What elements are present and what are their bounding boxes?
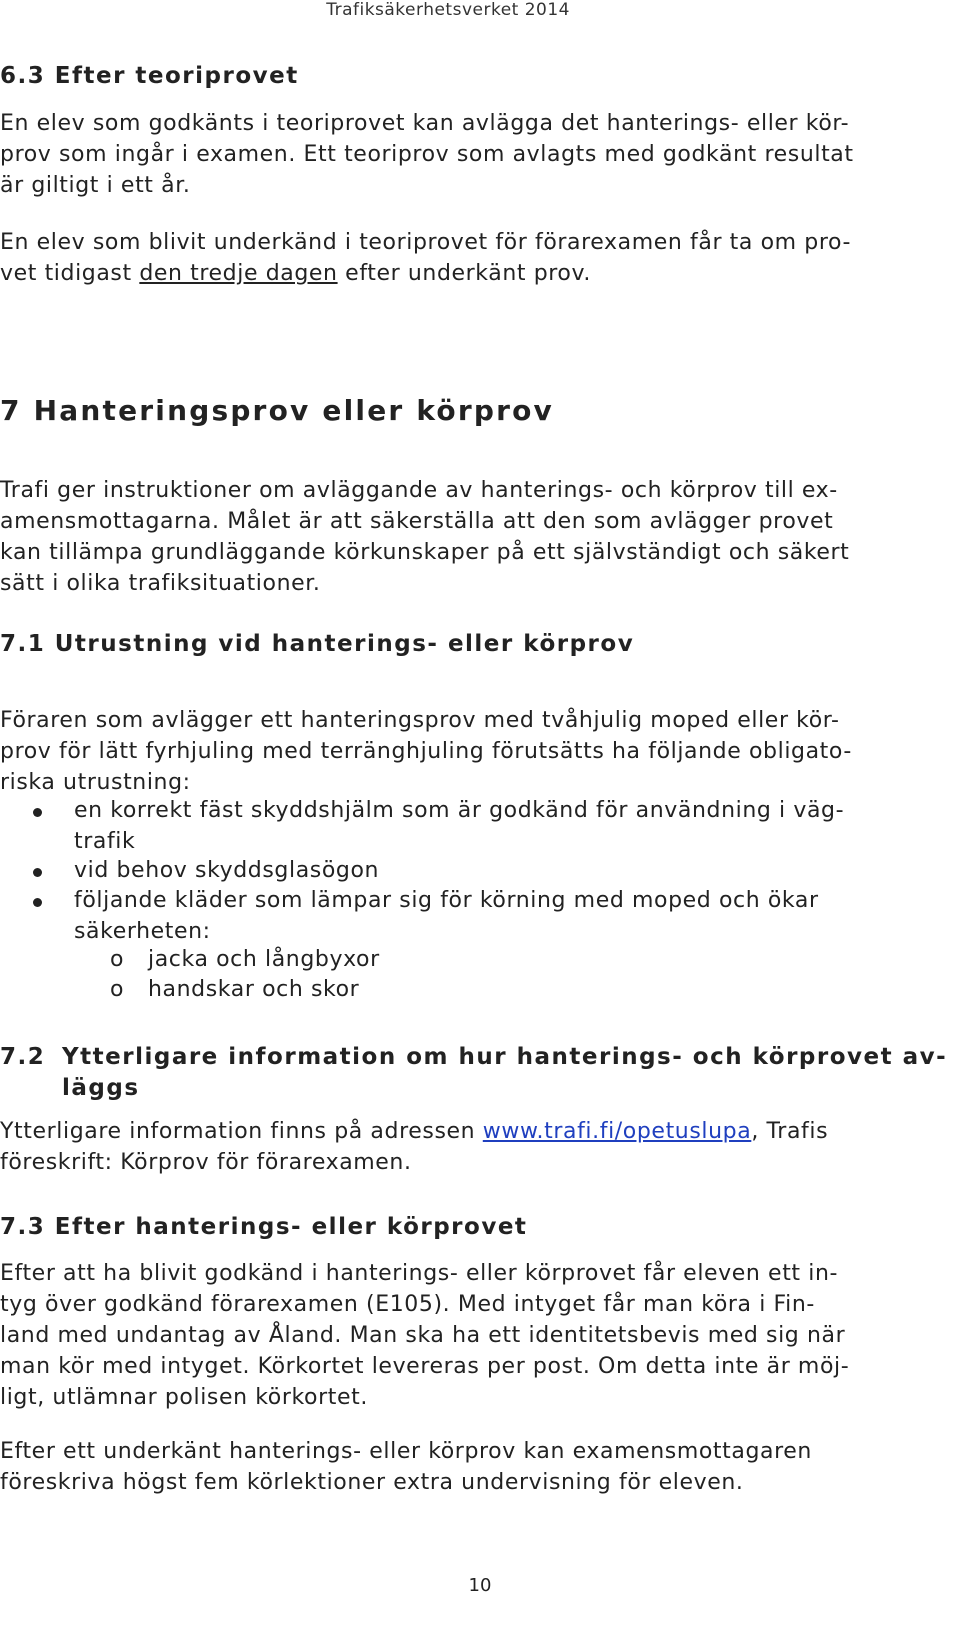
text-line (0, 258, 851, 289)
sub-list-item-text: handskar och skor (148, 977, 360, 1002)
bullet-icon (33, 868, 42, 877)
text-line: Efter att ha blivit godkänd i hanterings- eller körprovet får eleven ett in- (0, 1261, 839, 1286)
heading-number: 7.2 (0, 1044, 46, 1070)
underlined-text: den tredje dagen (139, 261, 338, 286)
trafi-link[interactable]: www.trafi.fi/opetuslupa (482, 1119, 752, 1144)
paragraph-7-3-a (0, 1258, 849, 1413)
text-line: Efter ett underkänt hanterings- eller körprov kan examensmottagaren (0, 1439, 812, 1464)
heading-7-3: 7.3 Efter hanterings- eller körprovet (0, 1214, 528, 1240)
text-line: vid behov skyddsglasögon (74, 858, 380, 883)
text-run: Ytterligare information finns på adressen (0, 1119, 483, 1144)
sub-list-item-text: jacka och långbyxor (148, 947, 380, 972)
bullet-icon (33, 898, 42, 907)
heading-text: läggs (62, 1075, 140, 1101)
text-line: följande kläder som lämpar sig för körning med moped och ökar (74, 888, 819, 913)
text-line: prov för lätt fyrhjuling med terränghjuling förutsätts ha följande obligato- (0, 739, 852, 764)
text-line: Trafi ger instruktioner om avläggande av hanterings- och körprov till ex- (0, 478, 838, 503)
text-line: land med undantag av Åland. Man ska ha ett identitetsbevis med sig när (0, 1323, 846, 1348)
paragraph-7 (0, 475, 849, 599)
paragraph-6-3-a (0, 108, 854, 201)
text-run: , Trafis (751, 1119, 829, 1144)
text-line: säkerheten: (74, 919, 211, 944)
text-line: sätt i olika trafiksituationer. (0, 571, 321, 596)
text-line (0, 1116, 828, 1147)
text-line: trafik (74, 829, 136, 854)
circle-bullet-icon: o (110, 977, 124, 1002)
heading-6-3: 6.3 Efter teoriprovet (0, 63, 299, 89)
text-line: En elev som blivit underkänd i teoriprovet för förarexamen får ta om pro- (0, 230, 851, 255)
page-number: 10 (468, 1575, 492, 1596)
list-item-text (74, 885, 819, 947)
heading-7-1: 7.1 Utrustning vid hanterings- eller körprov (0, 631, 635, 657)
list-item-text (74, 795, 844, 857)
list-item-text (74, 855, 379, 886)
text-line: En elev som godkänts i teoriprovet kan avlägga det hanterings- eller kör- (0, 111, 850, 136)
paragraph-7-2 (0, 1116, 828, 1178)
text-line: man kör med intyget. Körkortet levereras per post. Om detta inte är möj- (0, 1354, 850, 1379)
text-line: prov som ingår i examen. Ett teoriprov som avlagts med godkänt resultat (0, 142, 854, 167)
text-line: ligt, utlämnar polisen körkortet. (0, 1385, 368, 1410)
paragraph-6-3-b (0, 227, 851, 289)
text-line: föreskrift: Körprov för förarexamen. (0, 1150, 412, 1175)
circle-bullet-icon: o (110, 947, 124, 972)
heading-7: 7 Hanteringsprov eller körprov (0, 394, 554, 427)
heading-7-2 (0, 1042, 947, 1104)
text-line: amensmottagarna. Målet är att säkerställa att den som avlägger provet (0, 509, 834, 534)
text-run: efter underkänt prov. (337, 261, 591, 286)
paragraph-7-1 (0, 705, 852, 798)
text-line: riska utrustning: (0, 770, 191, 795)
text-line: kan tillämpa grundläggande körkunskaper på ett självständigt och säkert (0, 540, 850, 565)
paragraph-7-3-b (0, 1436, 812, 1498)
page-header: Trafiksäkerhetsverket 2014 (326, 0, 570, 20)
heading-text: Ytterligare information om hur hanterings- och körprovet av- (62, 1044, 948, 1070)
text-line: föreskriva högst fem körlektioner extra undervisning för eleven. (0, 1470, 744, 1495)
text-line: en korrekt fäst skyddshjälm som är godkänd för användning i väg- (74, 798, 845, 823)
text-line: tyg över godkänd förarexamen (E105). Med intyget får man köra i Fin- (0, 1292, 815, 1317)
text-line: är giltigt i ett år. (0, 173, 191, 198)
bullet-icon (33, 808, 42, 817)
text-run: vet tidigast (0, 261, 140, 286)
text-line: Föraren som avlägger ett hanteringsprov med tvåhjulig moped eller kör- (0, 708, 840, 733)
